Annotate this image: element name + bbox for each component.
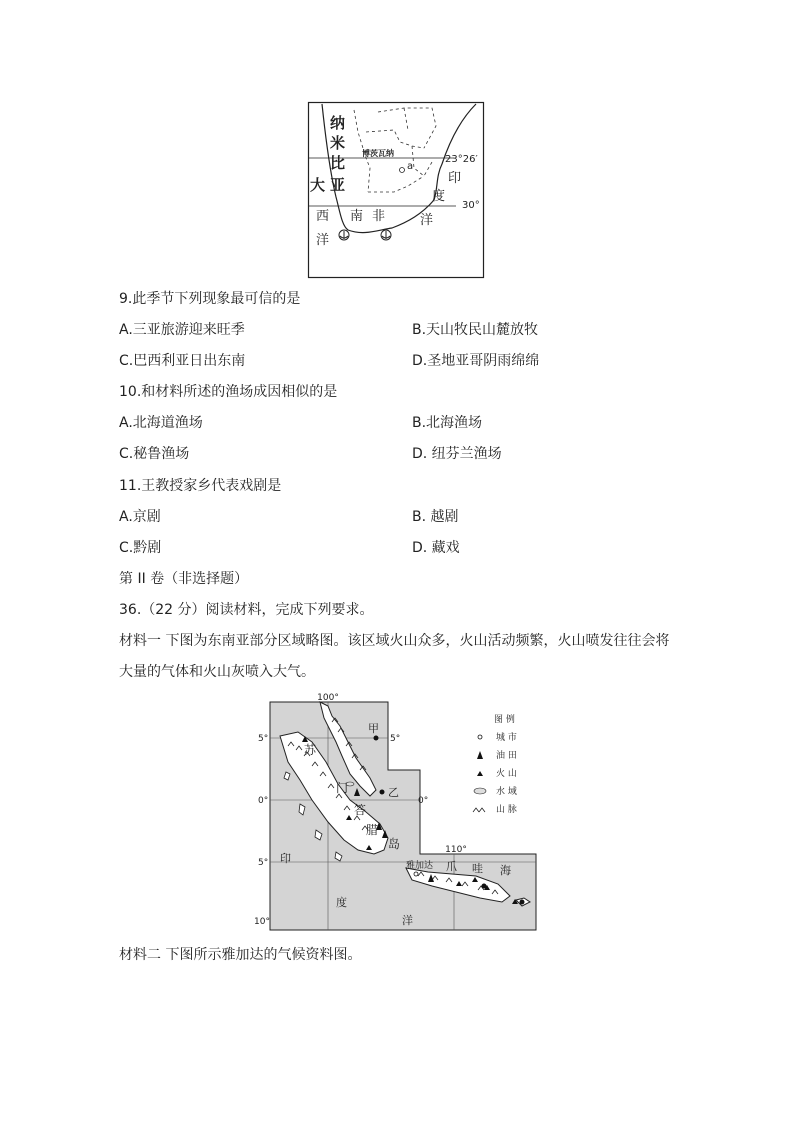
material2-text: 材料二 下图所示雅加达的气候资料图。	[119, 947, 362, 963]
atlantic-label-1: 大	[310, 176, 326, 194]
yin-label: 印	[280, 852, 291, 865]
lat-5n-right-label: 5°	[390, 734, 401, 744]
q9-stem: 9.此季节下列现象最可信的是	[119, 291, 301, 307]
lat-5n-left-label: 5°	[258, 734, 269, 744]
jakarta-label: 雅加达	[406, 861, 434, 871]
point-a-label: a	[407, 161, 414, 172]
indian-ocean-label-2: 度	[432, 189, 446, 204]
da-label: 答	[354, 803, 367, 817]
q9-option-a: A.三亚旅游迎来旺季	[119, 322, 245, 338]
legend-city-label: 城 市	[496, 733, 517, 743]
legend-water-label: 水 域	[496, 787, 517, 797]
du-label: 度	[336, 896, 347, 909]
south-africa-label-2: 非	[372, 209, 386, 224]
legend-mountain-label: 山 脉	[496, 805, 517, 815]
anchor-icon	[381, 230, 391, 240]
zhao-label: 爪	[446, 860, 457, 873]
q9-option-d: D.圣地亚哥阴雨绵绵	[412, 353, 540, 369]
namibia-label-2: 米	[330, 134, 346, 152]
namibia-label-3: 比	[330, 154, 346, 172]
q11-option-b: B. 越剧	[412, 509, 459, 525]
southeast-asia-map	[254, 692, 538, 934]
material1-text-line1: 材料一 下图为东南亚部分区域略图。该区域火山众多，火山活动频繁，火山喷发往往会将	[119, 633, 670, 649]
q11-option-d: D. 藏戏	[412, 540, 460, 556]
q10-option-a: A.北海道渔场	[119, 415, 203, 431]
q36-stem: 36.（22 分）阅读材料，完成下列要求。	[119, 602, 374, 618]
legend-city-icon	[478, 735, 482, 739]
atlantic-label-2: 西	[316, 209, 330, 224]
q11-option-a: A.京剧	[119, 509, 161, 525]
q10-stem: 10.和材料所述的渔场成因相似的是	[119, 384, 338, 400]
legend-volcano-label: 火 山	[496, 769, 517, 779]
material1-text-line2: 大量的气体和火山灰喷入大气。	[119, 664, 315, 680]
jia-label: 甲	[368, 722, 379, 735]
namibia-label-4: 亚	[330, 176, 346, 194]
su-label: 苏	[304, 743, 317, 757]
men-label: 门	[336, 781, 349, 795]
lat-30-label: 30°	[462, 200, 480, 211]
wa-label: 哇	[472, 862, 483, 875]
hai-label: 海	[500, 864, 511, 877]
atlantic-label-3: 洋	[316, 233, 330, 248]
botswana-label: 博茨瓦纳	[362, 149, 394, 158]
lat-10s-label: 10°	[254, 917, 270, 927]
dao-label: 岛	[388, 837, 401, 851]
point-a-marker	[400, 168, 405, 173]
legend-oilfield-label: 油 田	[496, 751, 517, 761]
lat-0-left-label: 0°	[258, 796, 269, 806]
lat-5s-label: 5°	[258, 858, 269, 868]
indian-ocean-label-3: 洋	[420, 213, 434, 228]
anchor-icon	[339, 230, 349, 240]
namibia-label-1: 纳	[330, 114, 346, 132]
q9-option-b: B.天山牧民山麓放牧	[412, 322, 539, 338]
legend-title: 图 例	[494, 715, 515, 725]
lat-2326-label: 23°26′	[445, 154, 478, 165]
south-africa-label-1: 南	[350, 209, 364, 224]
lon-100-label: 100°	[317, 693, 339, 703]
q10-option-d: D. 纽芬兰渔场	[412, 446, 502, 462]
yang-label: 洋	[402, 914, 413, 927]
southern-africa-map	[308, 102, 484, 278]
indian-ocean-label-1: 印	[448, 171, 462, 186]
lon-110-label: 110°	[445, 845, 467, 855]
q9-option-c: C.巴西利亚日出东南	[119, 353, 246, 369]
q10-option-c: C.秘鲁渔场	[119, 446, 190, 462]
lat-0-right-label: 0°	[418, 796, 429, 806]
q10-option-b: B.北海渔场	[412, 415, 483, 431]
q11-stem: 11.王教授家乡代表戏剧是	[119, 478, 282, 494]
legend-water-icon	[474, 788, 486, 794]
la-label: 腊	[366, 823, 379, 837]
q11-option-c: C.黔剧	[119, 540, 162, 556]
section-heading: 第 II 卷（非选择题）	[119, 571, 249, 587]
yi-label: 乙	[388, 786, 399, 799]
